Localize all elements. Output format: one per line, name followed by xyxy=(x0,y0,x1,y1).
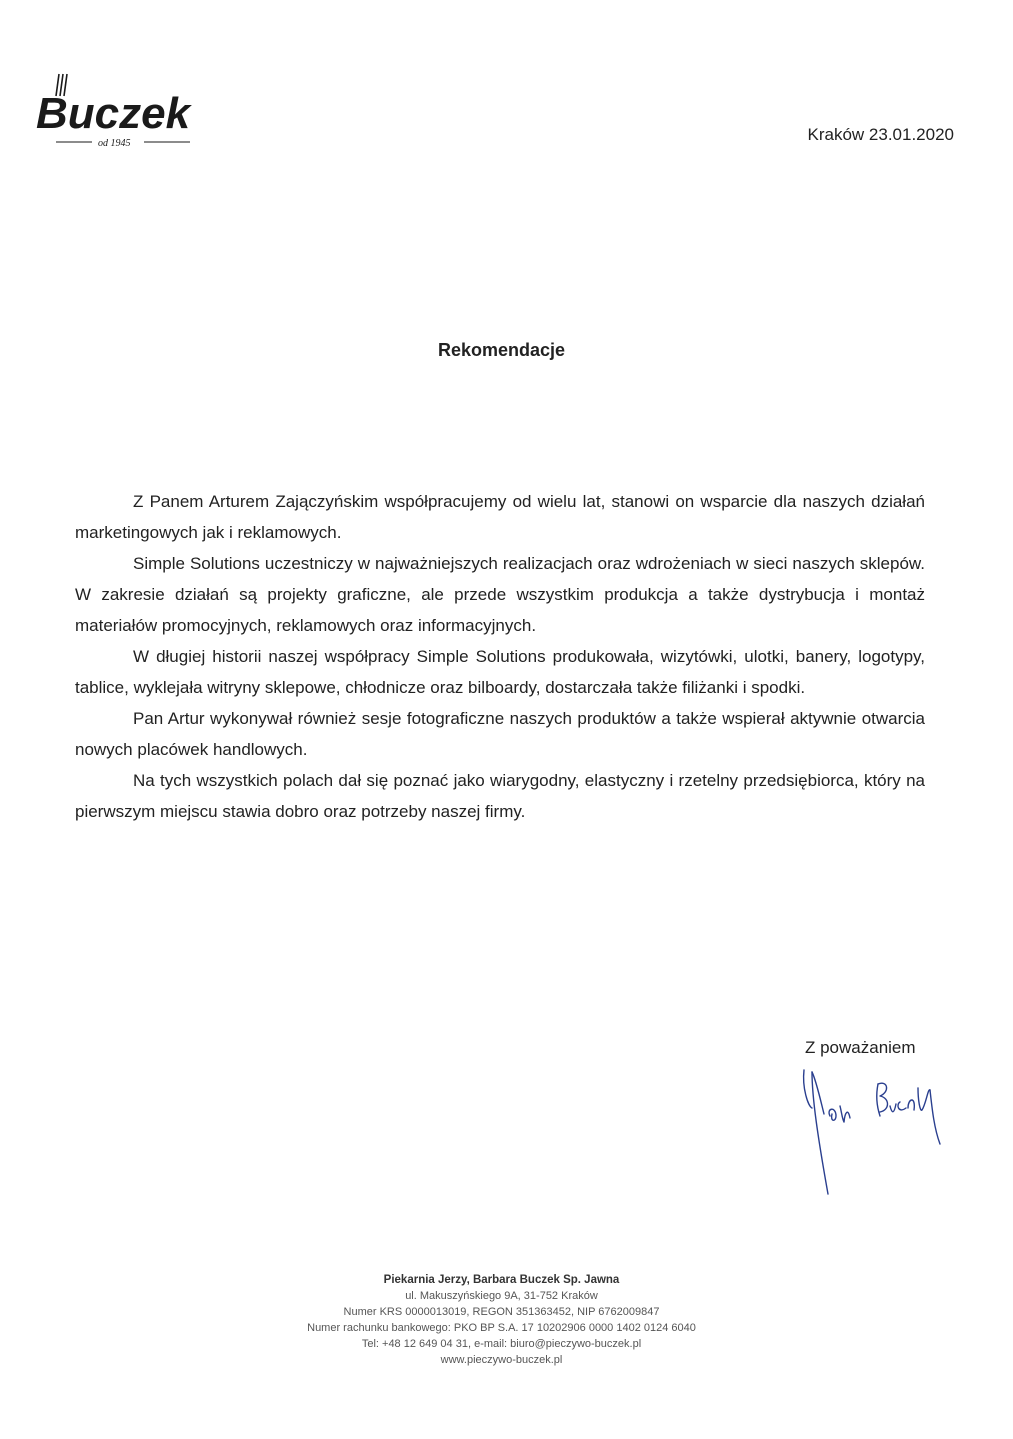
footer-company: Piekarnia Jerzy, Barbara Buczek Sp. Jawna xyxy=(383,1274,620,1286)
svg-text:od 1945: od 1945 xyxy=(98,138,131,149)
letter-footer xyxy=(0,1272,1003,1368)
paragraph: Simple Solutions uczestniczy w najważniejszych realizacjach oraz wdrożeniach w sieci naszych sklepów. W zakresie działań są projekty graficzne, ale przede wszystkim produkcja a także dystrybucja i montaż materiałów promocyjnych, reklamowych oraz informacyjnych. xyxy=(75,554,925,635)
paragraph: Z Panem Arturem Zajączyńskim współpracujemy od wielu lat, stanowi on wsparcie dla naszych działań marketingowych jak i reklamowych. xyxy=(75,492,925,542)
company-logo xyxy=(34,70,202,152)
paragraph: Pan Artur wykonywał również sesje fotograficzne naszych produktów a także wspierał aktywnie otwarcia nowych placówek handlowych. xyxy=(75,709,925,759)
paragraph: Na tych wszystkich polach dał się poznać jako wiarygodny, elastyczny i rzetelny przedsiębiorca, który na pierwszym miejscu stawia dobro oraz potrzeby naszej firmy. xyxy=(75,771,925,821)
footer-address: ul. Makuszyńskiego 9A, 31-752 Kraków xyxy=(405,1290,598,1302)
letter-body xyxy=(75,486,925,827)
letter-closing: Z poważaniem xyxy=(805,1038,916,1057)
handwritten-signature xyxy=(790,1058,960,1198)
svg-text:Buczek: Buczek xyxy=(36,89,191,138)
footer-registry: Numer KRS 0000013019, REGON 351363452, NIP 6762009847 xyxy=(343,1306,660,1318)
footer-contact: Tel: +48 12 649 04 31, e-mail: biuro@pieczywo-buczek.pl xyxy=(361,1338,642,1350)
letter-title: Rekomendacje xyxy=(437,340,566,360)
signature-icon xyxy=(790,1058,960,1198)
buczek-logo-icon xyxy=(34,70,202,152)
footer-bank: Numer rachunku bankowego: PKO BP S.A. 17 10202906 0000 1402 0124 6040 xyxy=(307,1322,696,1334)
letter-date: Kraków 23.01.2020 xyxy=(807,125,954,144)
footer-website: www.pieczywo-buczek.pl xyxy=(440,1354,563,1366)
paragraph: W długiej historii naszej współpracy Simple Solutions produkowała, wizytówki, ulotki, banery, logotypy, tablice, wyklejała witryny sklepowe, chłodnicze oraz bilboardy, dostarczała także filiżanki i spodki. xyxy=(75,647,925,697)
